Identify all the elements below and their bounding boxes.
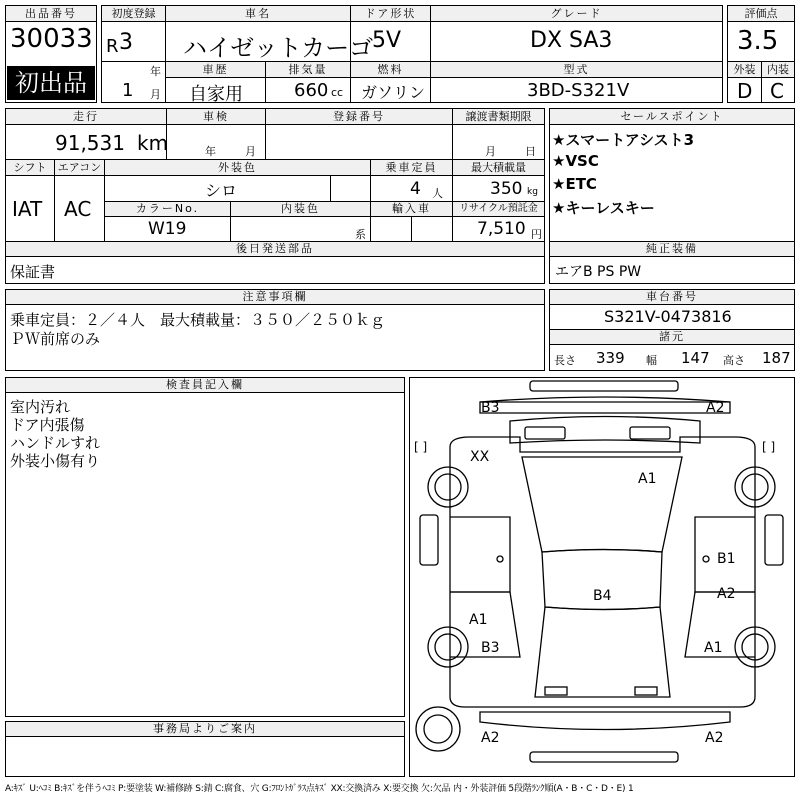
dims-header: 諸元 [550, 330, 794, 344]
length-label: 長さ [554, 354, 576, 367]
import-header: 輸入車 [371, 202, 452, 216]
reg-month: 1 [122, 80, 134, 101]
reg-year-unit: 年 [150, 65, 161, 78]
model-code: 3BD-S321V [527, 80, 630, 101]
reg-year: 3 [119, 30, 133, 55]
inspector-note-4: 外装小傷有り [10, 452, 101, 470]
chassis-number: S321V-0473816 [604, 307, 732, 326]
notes-line-2: ＰＷ前席のみ [10, 330, 101, 348]
office-header: 事務局よりご案内 [6, 722, 404, 736]
mark-a1-left: A1 [469, 612, 488, 628]
transfer-header: 譲渡書類期限 [453, 109, 544, 124]
notes-line-1: 乗車定員：２／４人 最大積載量：３５０／２５０ｋｇ [10, 311, 386, 329]
reg-era: R [106, 36, 119, 57]
shift-value: IAT [12, 197, 43, 221]
sales-point-2: ★VSC [552, 152, 599, 170]
bracket-left: [ ] [414, 440, 428, 454]
mileage-value: 91,531 [55, 131, 125, 155]
door-type: 5V [372, 28, 402, 53]
height-label: 高さ [723, 354, 745, 367]
int-color-suffix: 系 [355, 228, 366, 241]
grade-header: グレード [431, 6, 722, 21]
mileage-unit: km [137, 131, 169, 155]
mark-a1-right: A1 [704, 640, 723, 656]
max-load-header: 最大積載量 [453, 160, 544, 175]
shift-header: シフト [6, 160, 54, 175]
mark-a2-top: A2 [706, 400, 725, 416]
ext-color-header: 外装色 [105, 160, 370, 175]
fuel-value: ガソリン [361, 83, 426, 102]
first-listing-badge: 初出品 [7, 66, 95, 100]
color-no-header: カラーNo. [105, 202, 230, 216]
grade: DX SA3 [530, 28, 613, 53]
model-code-header: 型式 [431, 62, 722, 77]
inspection-header: 車検 [167, 109, 265, 124]
recycle-unit: 円 [531, 228, 542, 241]
car-name: ハイゼットカーゴ [183, 34, 374, 62]
capacity-header: 乗車定員 [371, 160, 452, 175]
later-parts-header: 後日発送部品 [6, 242, 544, 256]
interior-grade: C [770, 79, 784, 103]
width-label: 幅 [646, 354, 657, 367]
mileage-header: 走行 [6, 109, 166, 124]
sales-point-3: ★ETC [552, 175, 597, 193]
history-value: 自家用 [189, 84, 243, 105]
lot-number-header: 出品番号 [6, 6, 96, 21]
history-header: 車歴 [166, 62, 265, 77]
ext-color-value: シロ [205, 181, 238, 200]
sales-point-4: ★キーレスキー [552, 199, 655, 217]
recycle-value: 7,510 [477, 219, 526, 239]
legend-text: A:ｷｽﾞ U:ﾍｺﾐ B:ｷｽﾞを伴うﾍｺﾐ P:要塗装 W:補修跡 S:錆 C:腐食、穴 G:ﾌﾛﾝﾄｶﾞﾗｽ点ｷｽﾞ XX:交換済み X:要交換 欠:欠品 内・外装評価 5段階ﾗﾝｸ順(A・B・C・D・E) 1 [5, 784, 634, 794]
mark-a2-right: A2 [717, 586, 736, 602]
mark-a2-bottom-right: A2 [705, 730, 724, 746]
genuine-value: エアB PS PW [555, 264, 642, 280]
inspector-note-3: ハンドルすれ [10, 434, 101, 452]
exterior-header: 外装 [728, 62, 761, 77]
aircon-header: エアコン [55, 160, 104, 175]
height-value: 187 [762, 349, 791, 367]
inspection-year-unit: 年 [205, 145, 216, 158]
mark-b3-top: B3 [481, 400, 500, 416]
mark-b1: B1 [717, 551, 736, 567]
displacement-header: 排気量 [266, 62, 350, 77]
genuine-header: 純正装備 [550, 242, 794, 256]
max-load-unit: kg [527, 187, 538, 197]
interior-header: 内装 [762, 62, 794, 77]
inspector-header: 検査員記入欄 [6, 378, 404, 392]
inspection-month-unit: 月 [245, 145, 256, 158]
sales-points-header: セールスポイント [550, 109, 794, 124]
width-value: 147 [681, 349, 710, 367]
chassis-header: 車台番号 [550, 290, 794, 304]
mark-xx: XX [470, 449, 490, 465]
mark-a1-roof: A1 [638, 471, 657, 487]
car-name-header: 車名 [166, 6, 350, 21]
int-color-header: 内装色 [231, 202, 370, 216]
max-load-value: 350 [490, 179, 523, 199]
displacement-unit: cc [331, 86, 344, 99]
length-value: 339 [596, 349, 625, 367]
later-parts-value: 保証書 [10, 263, 56, 281]
aircon-value: AC [64, 197, 92, 221]
mark-a2-bottom-left: A2 [481, 730, 500, 746]
bracket-right: [ ] [762, 440, 776, 454]
displacement-value: 660 [294, 80, 329, 101]
capacity-unit: 人 [432, 187, 443, 200]
transfer-month-unit: 月 [485, 145, 496, 158]
transfer-day-unit: 日 [525, 145, 536, 158]
reg-month-unit: 月 [150, 88, 161, 101]
lot-number: 30033 [10, 24, 93, 54]
score-header: 評価点 [728, 6, 794, 21]
inspector-note-1: 室内汚れ [10, 398, 71, 416]
exterior-grade: D [737, 79, 753, 103]
sales-point-1: ★スマートアシスト3 [552, 131, 695, 149]
door-header: ドア形状 [351, 6, 430, 21]
color-no-value: W19 [148, 219, 187, 239]
fuel-header: 燃料 [351, 62, 430, 77]
first-reg-header: 初度登録 [102, 6, 165, 21]
recycle-header: リサイクル預託金 [453, 202, 544, 216]
reg-no-header: 登録番号 [266, 109, 452, 124]
inspector-note-2: ドア内張傷 [10, 416, 85, 434]
mark-b4: B4 [593, 588, 612, 604]
score-value: 3.5 [737, 26, 779, 56]
car-body-diagram [410, 377, 794, 775]
mark-b3-left: B3 [481, 640, 500, 656]
capacity-value: 4 [410, 179, 421, 199]
notes-header: 注意事項欄 [6, 290, 544, 304]
